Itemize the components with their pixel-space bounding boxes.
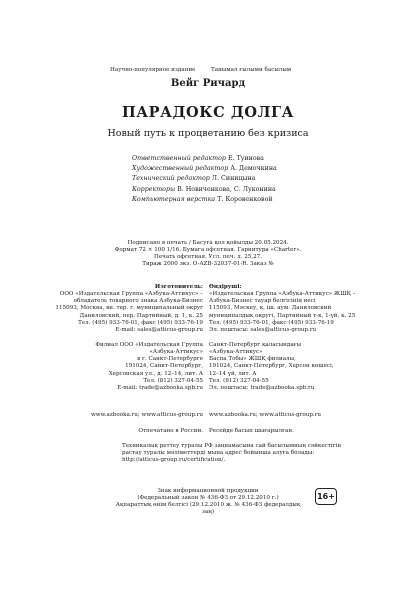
branch-line: в г. Санкт-Петербурге bbox=[137, 356, 203, 363]
imprint-left-label: Научно-популярное издание bbox=[110, 67, 196, 73]
manufacturer-kz bbox=[209, 284, 356, 334]
branch-line: 191024, Санкт-Петербург, bbox=[125, 363, 203, 370]
credit-role: Корректоры bbox=[132, 185, 176, 193]
manufacturer-line: обладатель товарного знака Азбука-Бизнес bbox=[73, 298, 203, 305]
manufacturer-line: 115093, Москва, вн. тер. г. муниципальный округ bbox=[55, 305, 203, 312]
branch-kz bbox=[209, 342, 334, 392]
manufacturer-line: муниципалдық округі, Партийный т-к, 1-үй, к. 25 bbox=[209, 312, 356, 319]
manufacturer-line: Даниловский, пер. Партийный, д. 1, к. 25 bbox=[79, 312, 203, 319]
credit-role: Компьютерная верстка bbox=[132, 195, 216, 203]
branch-line: E-mail: trade@azbooka.spb.ru bbox=[117, 384, 203, 391]
credit-role: Художественный редактор bbox=[132, 165, 229, 173]
book-title: ПАРАДОКС ДОЛГА bbox=[121, 104, 295, 121]
branch-line: 12–14 үй, лит. А bbox=[209, 370, 257, 377]
credit-line bbox=[132, 185, 277, 195]
credit-name: В. Новиченкова, С. Луконина bbox=[177, 185, 276, 193]
credit-role: Ответственный редактор bbox=[132, 155, 226, 162]
manufacturer-line: «Издательская Группа «Азбука-Аттикус» ЖШҚ – bbox=[209, 291, 356, 298]
manufacturer-line: Эл. поштасы: sales@atticus-group.ru bbox=[209, 326, 317, 333]
credit-line bbox=[132, 154, 277, 164]
manufacturer-line: Тел. (495) 933-76-01, факс (495) 933-76-19 bbox=[78, 319, 203, 326]
print-info-line: Печать офсетная. Усл. печ. л. 25,27. bbox=[153, 254, 263, 261]
website-kz[interactable]: www.azbooka.ru; www.atticus-group.ru bbox=[209, 412, 321, 418]
author-name: Вейг Ричард bbox=[170, 78, 246, 89]
manufacturer-line: Тел. (495) 933-76-01, факс (495) 933-76-19 bbox=[209, 319, 334, 326]
manufacturer-heading: Изготовитель: bbox=[154, 284, 203, 290]
credit-line bbox=[132, 195, 277, 205]
branch-line: Эл. поштасы: trade@azbooka.spb.ru bbox=[209, 384, 315, 391]
certification-line: Техникалық реттеу туралы РФ заңнамасына сай басылымның сәйкестігін bbox=[122, 443, 342, 449]
credit-role: Технический редактор bbox=[132, 175, 210, 183]
credit-name: Т. Коровенковой bbox=[217, 195, 273, 203]
branch-line: Баспа Тобы» ЖШҚ филиалы, bbox=[209, 356, 296, 363]
certification-link[interactable]: http://atticus-group.ru/certification/. bbox=[122, 457, 226, 464]
info-product-mark bbox=[110, 488, 306, 517]
print-info-line: Подписано в печать / Басуға қол қойылды 20.05.2024. bbox=[127, 240, 289, 246]
credit-name: А. Демочкина bbox=[230, 165, 277, 173]
manufacturer-heading: Өндіруші: bbox=[209, 284, 242, 290]
footer-line: Знак информационной продукции bbox=[157, 488, 259, 494]
website-ru[interactable]: www.azbooka.ru; www.atticus-group.ru bbox=[91, 412, 203, 418]
manufacturer-ru bbox=[55, 284, 203, 334]
credit-line bbox=[132, 174, 277, 184]
age-rating-badge: 16+ bbox=[315, 488, 337, 505]
branch-line: Херсонская ул., д. 12–14, лит. А bbox=[108, 370, 203, 377]
print-info-line: Тираж 2000 экз. O-AZB-32037-01-R. Заказ № bbox=[142, 261, 274, 268]
book-subtitle: Новый путь к процветанию без кризиса bbox=[107, 128, 309, 139]
branch-ru bbox=[95, 342, 203, 392]
footer-line: Ақпараттық өнім белгісі (29.12.2010 ж. № 436-ФЗ федералдық заң) bbox=[115, 502, 301, 516]
credit-name: Л. Синицына bbox=[211, 175, 256, 183]
credit-name: Е. Туинова bbox=[227, 155, 264, 162]
certification-line: растау туралы мәліметтерді мына адрес бойынша алуға болады: bbox=[122, 450, 315, 457]
credits-block bbox=[132, 154, 277, 205]
imprint-right-label: Танымал ғылыми басылым bbox=[211, 67, 292, 73]
branch-line: «Азбука-Аттикус» bbox=[209, 349, 263, 356]
certification-note bbox=[122, 443, 341, 464]
manufacturer-line: 115093, Мәскеу, қ. іш. аум. Даниловский bbox=[209, 305, 332, 312]
branch-line: Санкт-Петербург қаласындағы bbox=[209, 342, 302, 348]
branch-line: Филиал ООО «Издательская Группа bbox=[95, 342, 203, 348]
footer-line: (Федеральный закон № 436-ФЗ от 29.12.2010 г.) bbox=[137, 495, 279, 502]
branch-line: Тел. (812) 327-04-55 bbox=[143, 377, 203, 384]
manufacturer-line: ООО «Издательская Группа «Азбука-Аттикус» – bbox=[59, 291, 203, 298]
manufacturer-line: Азбука-Бизнес тауар белгісінің иесі bbox=[209, 298, 316, 305]
credit-line bbox=[132, 164, 277, 174]
branch-line: 191024, Санкт-Петербург, Херсон көшесі, bbox=[209, 363, 334, 370]
printed-in-kz: Ресейде басып шығарылған. bbox=[209, 428, 294, 434]
branch-line: Тел. (812) 327-04-55 bbox=[209, 377, 269, 384]
print-info bbox=[0, 240, 416, 269]
branch-line: «Азбука-Аттикус» bbox=[149, 349, 203, 356]
print-info-line: Формат 72 × 100 1/16. Бумага офсетная. Гарнитура «Charter». bbox=[114, 247, 302, 254]
printed-in-ru: Отпечатано в России. bbox=[138, 428, 203, 434]
manufacturer-line: E-mail: sales@atticus-group.ru bbox=[115, 326, 203, 333]
